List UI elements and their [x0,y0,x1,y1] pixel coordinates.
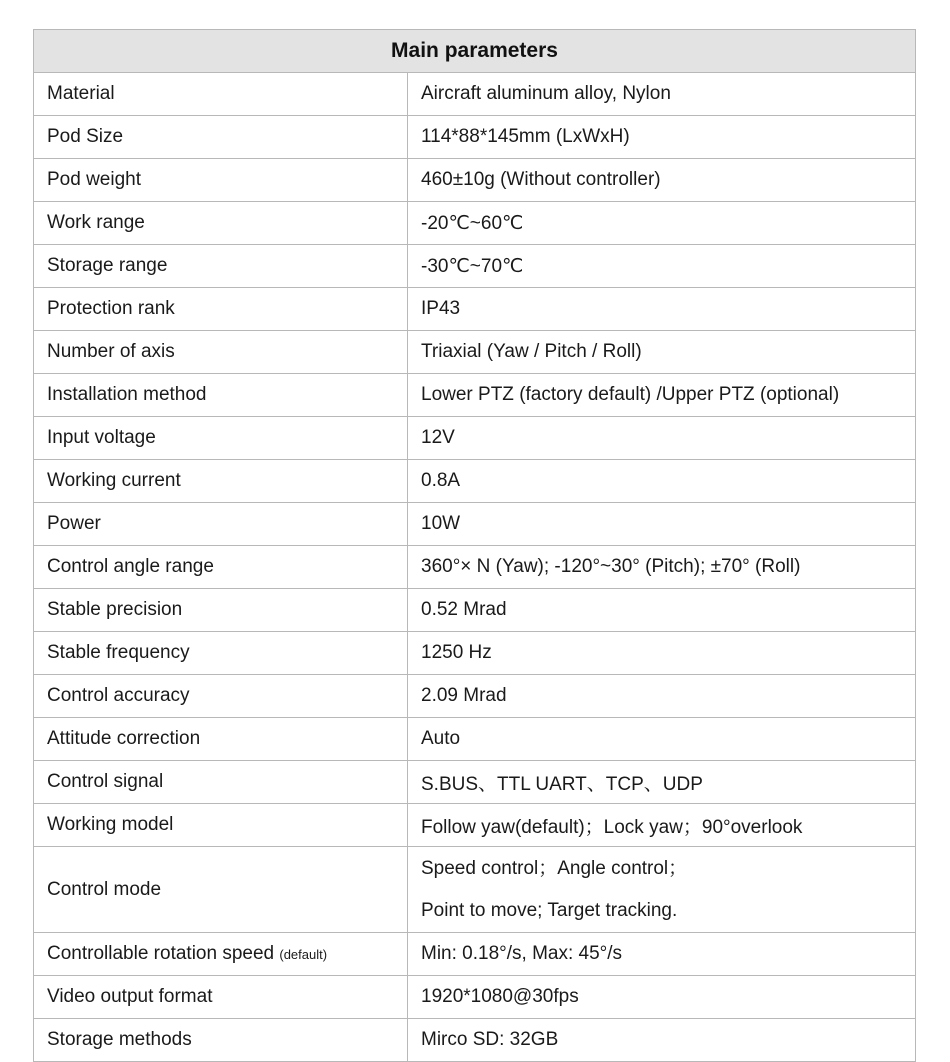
param-value: 2.09 Mrad [408,675,916,718]
parameters-table-container [33,29,915,1062]
param-label: Control accuracy [34,675,408,718]
param-value: 0.52 Mrad [408,589,916,632]
table-row [34,589,916,632]
param-label: Input voltage [34,417,408,460]
param-label: Video output format [34,976,408,1019]
param-label: Number of axis [34,331,408,374]
param-label-note: (default) [279,947,328,962]
param-value: Mirco SD: 32GB [408,1019,916,1062]
param-label: Storage methods [34,1019,408,1062]
param-value: Aircraft aluminum alloy, Nylon [408,73,916,116]
param-label: Stable precision [34,589,408,632]
param-label: Control mode [34,847,408,933]
param-value: -20℃~60℃ [408,202,916,245]
param-value: 460±10g (Without controller) [408,159,916,202]
param-value: Min: 0.18°/s, Max: 45°/s [408,933,916,976]
param-value: -30℃~70℃ [408,245,916,288]
table-header-row [34,30,916,73]
table-title: Main parameters [34,30,916,73]
table-row [34,933,916,976]
table-row [34,675,916,718]
table-row [34,374,916,417]
table-row [34,718,916,761]
param-value: S.BUS、TTL UART、TCP、UDP [408,761,916,804]
table-row [34,417,916,460]
param-label: Working current [34,460,408,503]
table-row [34,804,916,847]
param-value: 1250 Hz [408,632,916,675]
param-value [408,847,916,933]
table-row [34,202,916,245]
param-value: Auto [408,718,916,761]
param-value: 10W [408,503,916,546]
table-row [34,976,916,1019]
param-value: 1920*1080@30fps [408,976,916,1019]
table-row [34,288,916,331]
param-label: Working model [34,804,408,847]
param-label: Work range [34,202,408,245]
table-row [34,460,916,503]
param-value-line: Point to move; Target tracking. [421,899,678,921]
table-row [34,1019,916,1062]
param-value: IP43 [408,288,916,331]
param-label: Stable frequency [34,632,408,675]
table-row [34,116,916,159]
table-row [34,159,916,202]
table-row [34,73,916,116]
param-label: Control angle range [34,546,408,589]
table-row [34,503,916,546]
param-value: 12V [408,417,916,460]
table-row [34,847,916,933]
param-label: Storage range [34,245,408,288]
param-value: Triaxial (Yaw / Pitch / Roll) [408,331,916,374]
table-row [34,761,916,804]
parameters-table [33,29,916,1062]
param-value: 360°× N (Yaw); -120°~30° (Pitch); ±70° (Roll) [408,546,916,589]
param-label: Controllable rotation speed [47,943,275,964]
param-value-line: Speed control；Angle control； [421,857,688,879]
table-row [34,331,916,374]
param-label: Pod weight [34,159,408,202]
table-row [34,632,916,675]
param-value: Lower PTZ (factory default) /Upper PTZ (optional) [408,374,916,417]
param-value: Follow yaw(default)；Lock yaw；90°overlook [408,804,916,847]
param-label: Protection rank [34,288,408,331]
param-label: Control signal [34,761,408,804]
table-row [34,546,916,589]
param-label: Attitude correction [34,718,408,761]
param-label: Material [34,73,408,116]
param-label: Pod Size [34,116,408,159]
param-value: 114*88*145mm (LxWxH) [408,116,916,159]
param-label: Installation method [34,374,408,417]
param-value: 0.8A [408,460,916,503]
param-label-cell [34,933,408,976]
param-label: Power [34,503,408,546]
table-row [34,245,916,288]
